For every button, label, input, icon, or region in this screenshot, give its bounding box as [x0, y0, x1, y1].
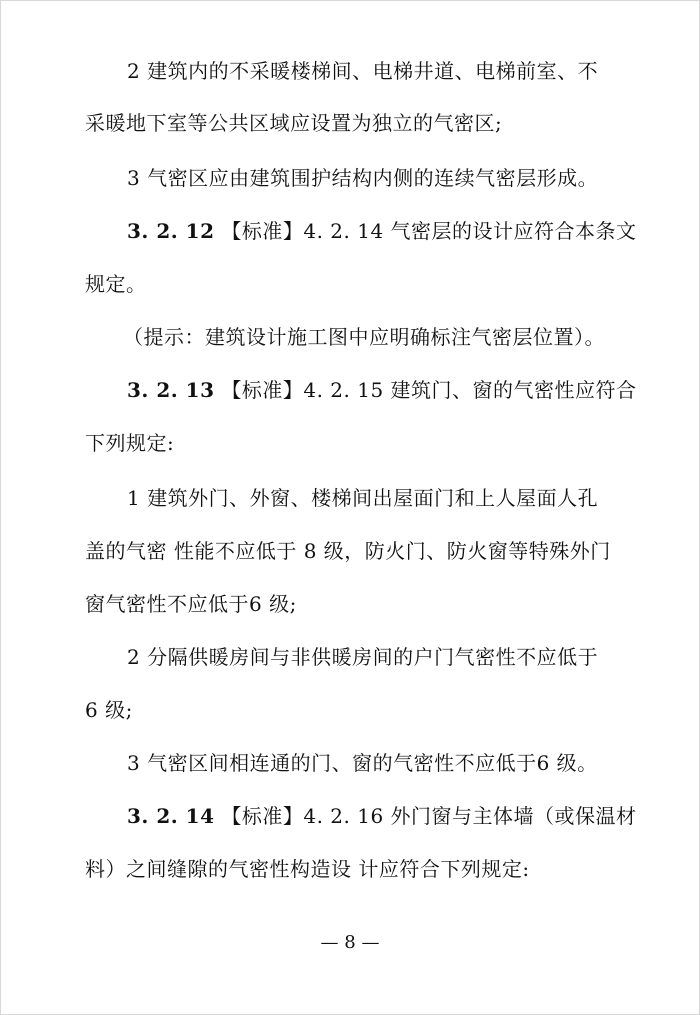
- section-3-2-13-line-2: 下列规定:: [85, 431, 175, 455]
- item-2-line-1: 2 建筑内的不采暖楼梯间、电梯井道、电梯前室、不: [127, 59, 599, 83]
- hint-note: （提示：建筑设计施工图中应明确标注气密层位置）。: [123, 325, 605, 349]
- section-3-2-12-line-2: 规定。: [85, 272, 147, 296]
- section-3-2-13-line-1: [127, 377, 637, 403]
- item-1-line-2: 盖的气密 性能不应低于 8 级，防火门、防火窗等特殊外门: [85, 539, 611, 563]
- section-heading-text: 【标准】4. 2. 15 建筑门、窗的气密性应符合: [214, 378, 637, 402]
- item-2b-line-1: 2 分隔供暖房间与非供暖房间的户门气密性不应低于: [127, 645, 599, 669]
- section-3-2-14-line-2: 料）之间缝隙的气密性构造设 计应符合下列规定:: [85, 857, 530, 881]
- item-1-line-1: 1 建筑外门、外窗、楼梯间出屋面门和上人屋面人孔: [127, 486, 599, 510]
- item-1-line-3: 窗气密性不应低于6 级;: [85, 592, 297, 616]
- section-heading-text: 【标准】4. 2. 16 外门窗与主体墙（或保温材: [214, 804, 637, 828]
- section-heading-text: 【标准】4. 2. 14 气密层的设计应符合本条文: [214, 219, 637, 243]
- section-number: 3. 2. 13: [127, 378, 215, 402]
- section-number: 3. 2. 14: [127, 804, 215, 828]
- section-3-2-14-line-1: [127, 803, 637, 829]
- item-2-line-2: 采暖地下室等公共区域应设置为独立的气密区;: [85, 111, 503, 135]
- item-3-line: 3 气密区应由建筑围护结构内侧的连续气密层形成。: [127, 166, 599, 190]
- section-number: 3. 2. 12: [127, 219, 215, 243]
- item-2b-line-2: 6 级;: [85, 698, 133, 722]
- item-3b-line: 3 气密区间相连通的门、窗的气密性不应低于6 级。: [127, 751, 598, 775]
- section-3-2-12-line-1: [127, 218, 637, 244]
- page-number: — 8 —: [320, 932, 380, 953]
